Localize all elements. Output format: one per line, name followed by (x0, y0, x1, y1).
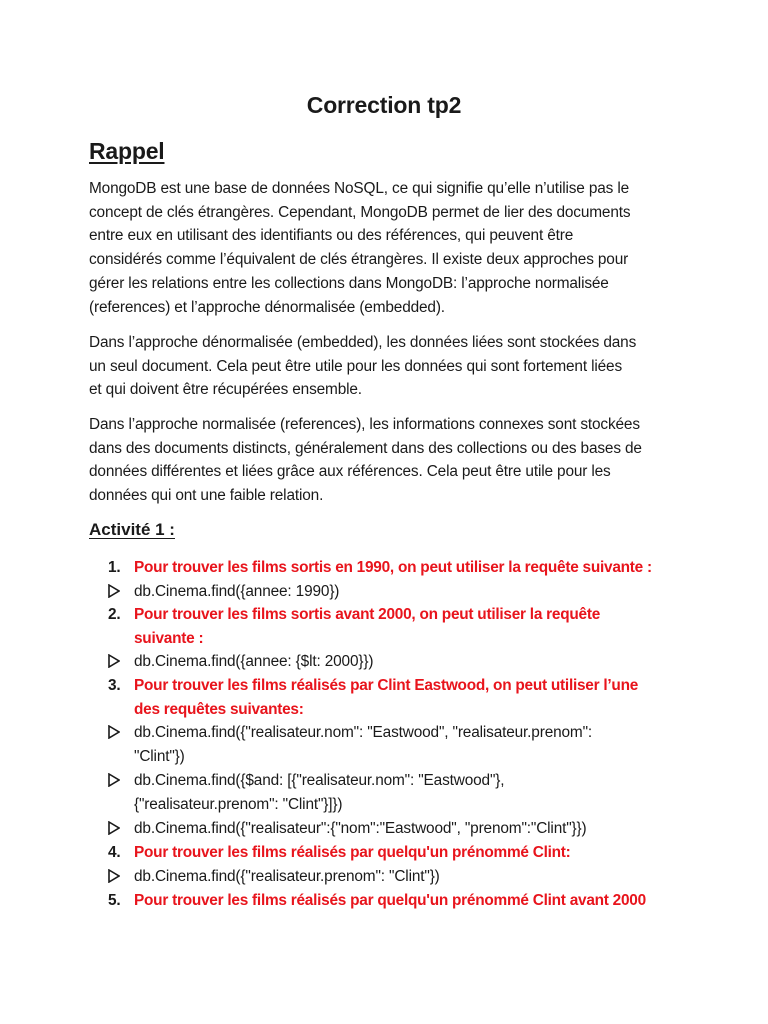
section-heading-activite: Activité 1 : (89, 520, 175, 539)
query-code: db.Cinema.find({$and: [{"realisateur.nom": "Eastwood"}, (134, 772, 505, 789)
list-number: 3. (108, 677, 121, 694)
query-code: db.Cinema.find({"realisateur.nom": "Eastwood", "realisateur.prenom": (134, 724, 593, 741)
question-text: Pour trouver les films réalisés par quelqu'un prénommé Clint: (134, 844, 571, 861)
arrowhead-bullet-icon (108, 721, 120, 745)
paragraph-line: Dans l’approche dénormalisée (embedded), les données liées sont stockées dans (89, 334, 637, 351)
question-text: Pour trouver les films sortis avant 2000, on peut utiliser la requête (134, 606, 600, 623)
question-text: suivante : (134, 629, 204, 647)
paragraph-line: concept de clés étrangères. Cependant, MongoDB permet de lier des documents (89, 203, 631, 221)
paragraph-line: et qui doivent être récupérées ensemble. (89, 381, 362, 399)
paragraph-line: données différentes et liées grâce aux références. Cela peut être utile pour les (89, 463, 611, 481)
arrowhead-bullet-icon (108, 817, 120, 841)
arrowhead-bullet-icon (108, 580, 120, 604)
question-text: Pour trouver les films sortis en 1990, on peut utiliser la requête suivante : (134, 559, 652, 576)
query-code: db.Cinema.find({"realisateur":{"nom":"Eastwood", "prenom":"Clint"}}) (134, 820, 587, 837)
paragraph-line: un seul document. Cela peut être utile pour les données qui sont fortement liées (89, 357, 622, 375)
paragraph-line: MongoDB est une base de données NoSQL, ce qui signifie qu’elle n’utilise pas le (89, 180, 629, 197)
paragraph-line: dans des documents distincts, généralement dans des collections ou des bases de (89, 439, 642, 457)
paragraph-line: entre eux en utilisant des identifiants ou des références, qui peuvent être (89, 227, 574, 245)
query-code: db.Cinema.find({annee: 1990}) (134, 583, 340, 600)
query-code: db.Cinema.find({annee: {$lt: 2000}}) (134, 653, 374, 670)
section-heading-rappel: Rappel (89, 138, 165, 164)
query-code: db.Cinema.find({"realisateur.prenom": "Clint"}) (134, 868, 440, 885)
paragraph-line: considérés comme l’équivalent de clés étrangères. Il existe deux approches pour (89, 251, 629, 269)
paragraph-line: données qui ont une faible relation. (89, 487, 324, 505)
arrowhead-bullet-icon (108, 650, 120, 674)
paragraph-3 (89, 413, 689, 508)
paragraph-line: gérer les relations entre les collections dans MongoDB: l’approche normalisée (89, 274, 609, 292)
arrowhead-bullet-icon (108, 865, 120, 889)
list-number: 2. (108, 606, 121, 623)
paragraph-line: Dans l’approche normalisée (references), les informations connexes sont stockées (89, 416, 640, 433)
paragraph-line: (references) et l’approche dénormalisée (embedded). (89, 298, 445, 316)
arrowhead-bullet-icon (108, 769, 120, 793)
list-number: 4. (108, 844, 121, 861)
question-text: Pour trouver les films réalisés par quelqu'un prénommé Clint avant 2000 (134, 892, 646, 909)
question-text: Pour trouver les films réalisés par Clint Eastwood, on peut utiliser l’une (134, 677, 639, 694)
page-title: Correction tp2 (306, 92, 462, 118)
list-number: 1. (108, 559, 121, 576)
list-number: 5. (108, 892, 121, 909)
query-code: "Clint"}) (134, 747, 185, 765)
query-code: {"realisateur.prenom": "Clint"}]}) (134, 795, 343, 813)
paragraph-1 (89, 177, 689, 319)
question-text: des requêtes suivantes: (134, 700, 304, 718)
paragraph-2 (89, 331, 689, 402)
